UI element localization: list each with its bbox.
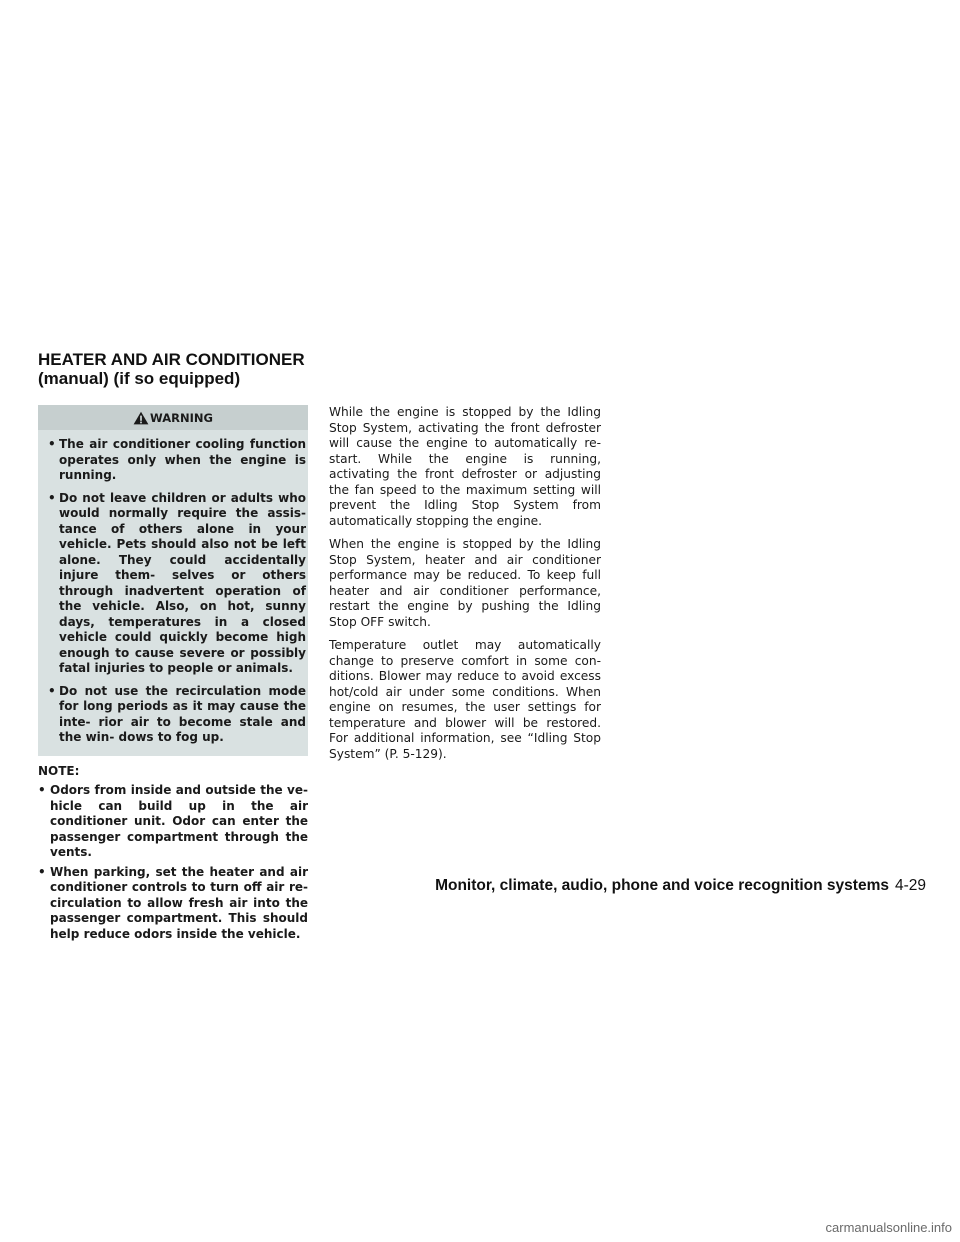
- warning-item: [48, 437, 306, 484]
- note-item-text: Odors from inside and outside the ve- hicle can build up in the air conditioner unit. Odor can enter the passenger compartment through the vents.: [50, 783, 308, 859]
- note-item: [38, 783, 308, 861]
- watermark: carmanualsonline.info: [825, 1220, 952, 1235]
- warning-header: [38, 405, 308, 430]
- section-title-line2: (manual) (if so equipped): [38, 369, 241, 388]
- note-item: [38, 865, 308, 943]
- body-paragraph: When the engine is stopped by the Idling Stop System, heater and air conditioner performance may be reduced. To keep full heater and air conditioner performance, restart the engine by pushing the Idling Stop OFF switch.: [329, 537, 601, 629]
- page-footer: [435, 877, 926, 895]
- warning-box: [38, 405, 308, 756]
- warning-item: [48, 684, 306, 746]
- warning-list: [38, 437, 308, 746]
- note-item-text: When parking, set the heater and air conditioner controls to turn off air re- circulation to allow fresh air into the passenger compartment. This should help reduce odors inside the vehicle.: [50, 864, 308, 941]
- warning-item-text: Do not leave children or adults who would normally require the assis- tance of others alone in your vehicle. Pets should also not be left alone. They could accidentally injure them- selves or others through inadvertent operation of the vehicle. Also, on hot, sunny days, temperatures in a closed vehicle could quickly become high enough to cause severe or possibly fatal injuries to people or animals.: [59, 490, 306, 675]
- warning-item: [48, 491, 306, 677]
- section-title-line1: HEATER AND AIR CONDITIONER: [38, 350, 305, 369]
- bullet: •: [38, 783, 46, 797]
- note-title: NOTE:: [38, 763, 80, 778]
- body-paragraph: Temperature outlet may automatically change to preserve comfort in some con- ditions. Blower may reduce to avoid excess hot/cold air under some conditions. When engine on resumes, the user settings for temperature and blower will be restored. For additional information, see “Idling Stop System” (P. 5-129).: [329, 638, 601, 761]
- warning-item-text: Do not use the recirculation mode for long periods as it may cause the inte- rior air to become stale and the win- dows to fog up.: [59, 683, 306, 744]
- body-paragraph: While the engine is stopped by the Idling Stop System, activating the front defroster will cause the engine to automatically re- start. While the engine is running, activating the front defroster or adjusting the fan speed to the maximum setting will prevent the Idling Stop System from automatically stopping the engine.: [329, 405, 601, 528]
- warning-triangle-icon: [133, 411, 149, 425]
- bullet: •: [48, 490, 56, 505]
- section-title: [38, 350, 438, 388]
- bullet: •: [38, 864, 46, 879]
- bullet: •: [48, 683, 56, 698]
- footer-chapter-title: Monitor, climate, audio, phone and voice recognition systems: [435, 877, 889, 894]
- right-column: [329, 405, 601, 770]
- warning-label: WARNING: [150, 410, 213, 425]
- bullet: •: [48, 437, 56, 451]
- warning-item-text: The air conditioner cooling function operates only when the engine is running.: [59, 437, 306, 482]
- left-column: [38, 405, 308, 942]
- page-number: 4-29: [894, 877, 926, 894]
- note-list: [38, 783, 308, 942]
